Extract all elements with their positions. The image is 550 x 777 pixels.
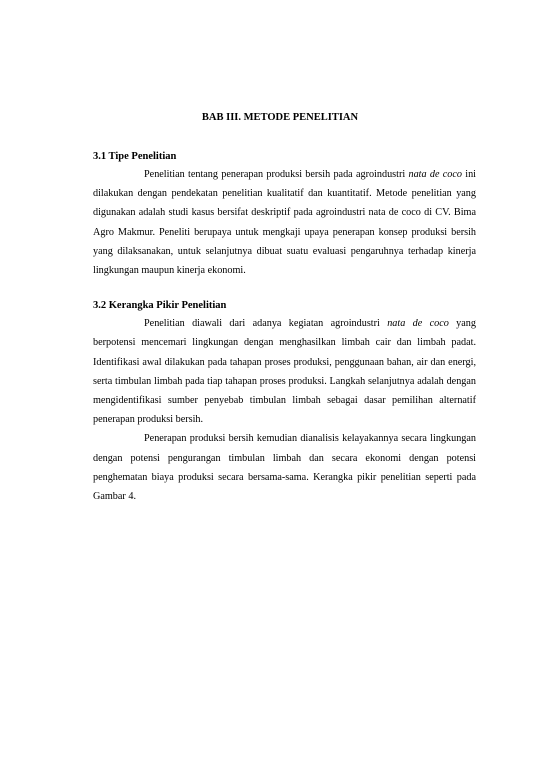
section-tipe-penelitian bbox=[93, 150, 476, 280]
section-kerangka-pikir bbox=[93, 299, 476, 506]
text-run: ini dilakukan dengan pendekatan penelitian kualitatif dan kuantitatif. Metode penelitian yang digunakan adalah studi kasus bersifat deskriptif pada agroindustri nata de coco di CV. Bima Agro Makmur. Peneliti berupaya untuk mengkaji upaya penerapan konsep produksi bersih yang dilaksanakan, untuk selanjutnya dibuat suatu evaluasi pengaruhnya terhadap kinerja lingkungan maupun kinerja ekonomi. bbox=[93, 169, 476, 277]
text-run: Penelitian diawali dari adanya kegiatan agroindustri bbox=[144, 318, 388, 330]
paragraph bbox=[93, 165, 476, 280]
paragraph bbox=[93, 314, 476, 429]
document-body bbox=[93, 150, 476, 506]
chapter-title: BAB III. METODE PENELITIAN bbox=[201, 112, 359, 123]
section-gap bbox=[93, 280, 476, 299]
section-heading: 3.1 Tipe Penelitian bbox=[93, 151, 177, 162]
italic-term: nata de coco bbox=[387, 318, 449, 330]
paragraph: Penerapan produksi bersih kemudian dianalisis kelayakannya secara lingkungan dengan potensi pengurangan timbulan limbah dan secara ekonomi dengan potensi penghematan biaya produksi secara bersama-sama. Kerangka pikir penelitian seperti pada Gambar 4. bbox=[93, 433, 476, 503]
italic-term: nata de coco bbox=[408, 169, 462, 180]
text-run: Penelitian tentang penerapan produksi bersih pada agroindustri bbox=[144, 169, 409, 180]
section-heading: 3.2 Kerangka Pikir Penelitian bbox=[93, 300, 227, 312]
text-run: yang berpotensi mencemari lingkungan dengan menghasilkan limbah cair dan limbah padat. Identifikasi awal dilakukan pada tahapan proses produksi, penggunaan bahan, air dan energi, serta timbulan limbah pada tiap tahapan proses produksi. Langkah selanjutnya adalah dengan mengidentifikasi sumber penyebab timbulan limbah sebagai dasar pemilihan alternatif penerapan produksi bersih. bbox=[93, 318, 476, 426]
